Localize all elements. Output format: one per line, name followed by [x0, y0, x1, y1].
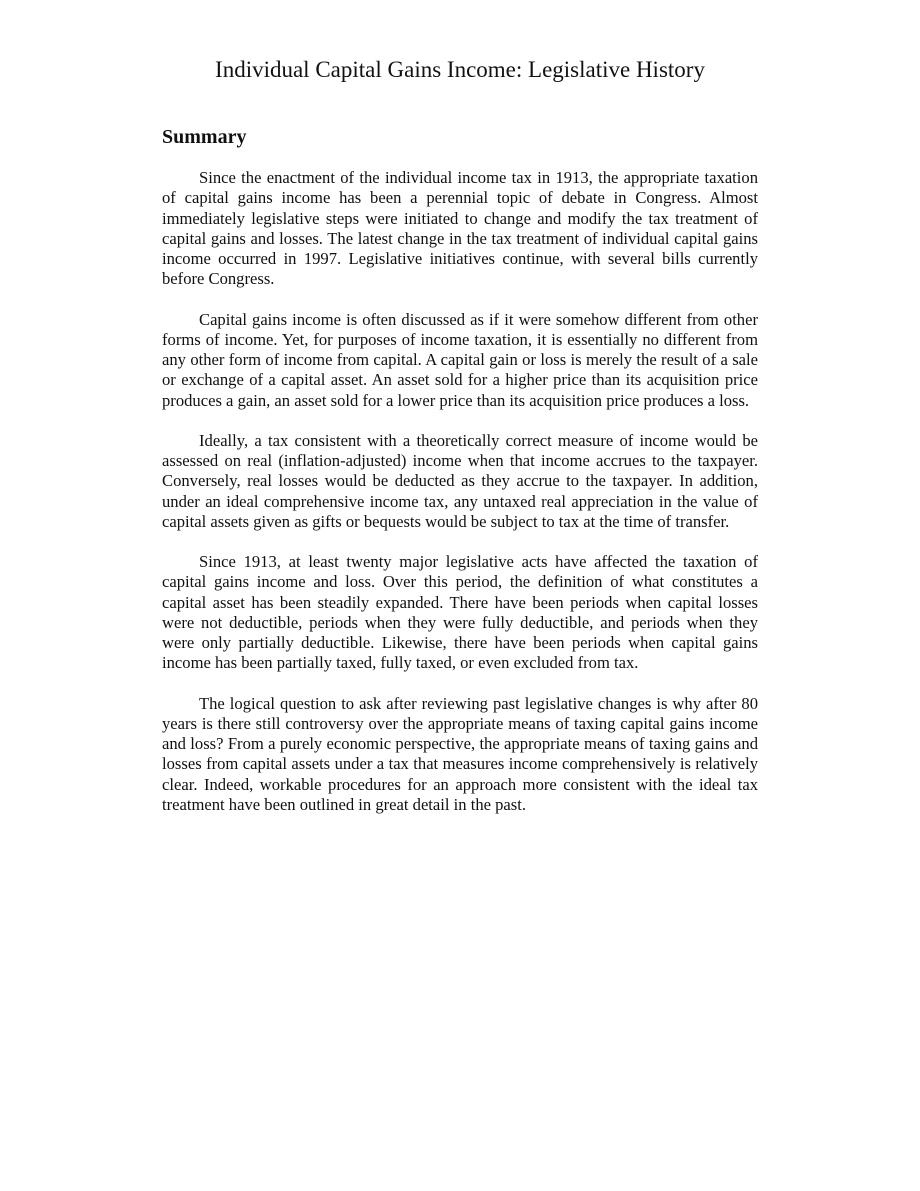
document-title: Individual Capital Gains Income: Legislative History	[215, 57, 705, 82]
paragraph: The logical question to ask after reviewing past legislative changes is why after 80 years is there still controversy over the appropriate means of taxing capital gains income and loss? From a purely economic perspective, the appropriate means of taxing gains and losses from capital assets under a tax that measures income comprehensively is relatively clear. Indeed, workable procedures for an approach more consistent with the ideal tax treatment have been outlined in great detail in the past.	[162, 693, 758, 814]
section-heading-summary: Summary	[162, 126, 247, 148]
paragraph: Since 1913, at least twenty major legislative acts have affected the taxation of capital gains income and loss. Over this period, the definition of what constitutes a capital asset has been steadily expanded. There have been periods when capital losses were not deductible, periods when they were fully deductible, and periods when they were only partially deductible. Likewise, there have been periods when capital gains income has been partially taxed, fully taxed, or even excluded from tax.	[162, 552, 758, 673]
paragraph: Since the enactment of the individual income tax in 1913, the appropriate taxation of capital gains income has been a perennial topic of debate in Congress. Almost immediately legislative steps were initiated to change and modify the tax treatment of capital gains and losses. The latest change in the tax treatment of individual capital gains income occurred in 1997. Legislative initiatives continue, with several bills currently before Congress.	[162, 168, 758, 289]
paragraph: Capital gains income is often discussed as if it were somehow different from other forms of income. Yet, for purposes of income taxation, it is essentially no different from any other form of income from capital. A capital gain or loss is merely the result of a sale or exchange of a capital asset. An asset sold for a higher price than its acquisition price produces a gain, an asset sold for a lower price than its acquisition price produces a loss.	[162, 309, 758, 410]
paragraph: Ideally, a tax consistent with a theoretically correct measure of income would be assessed on real (inflation-adjusted) income when that income accrues to the taxpayer. Conversely, real losses would be deducted as they accrue to the taxpayer. In addition, under an ideal comprehensive income tax, any untaxed real appreciation in the value of capital assets given as gifts or bequests would be subject to tax at the time of transfer.	[162, 430, 758, 531]
summary-body	[162, 168, 758, 835]
